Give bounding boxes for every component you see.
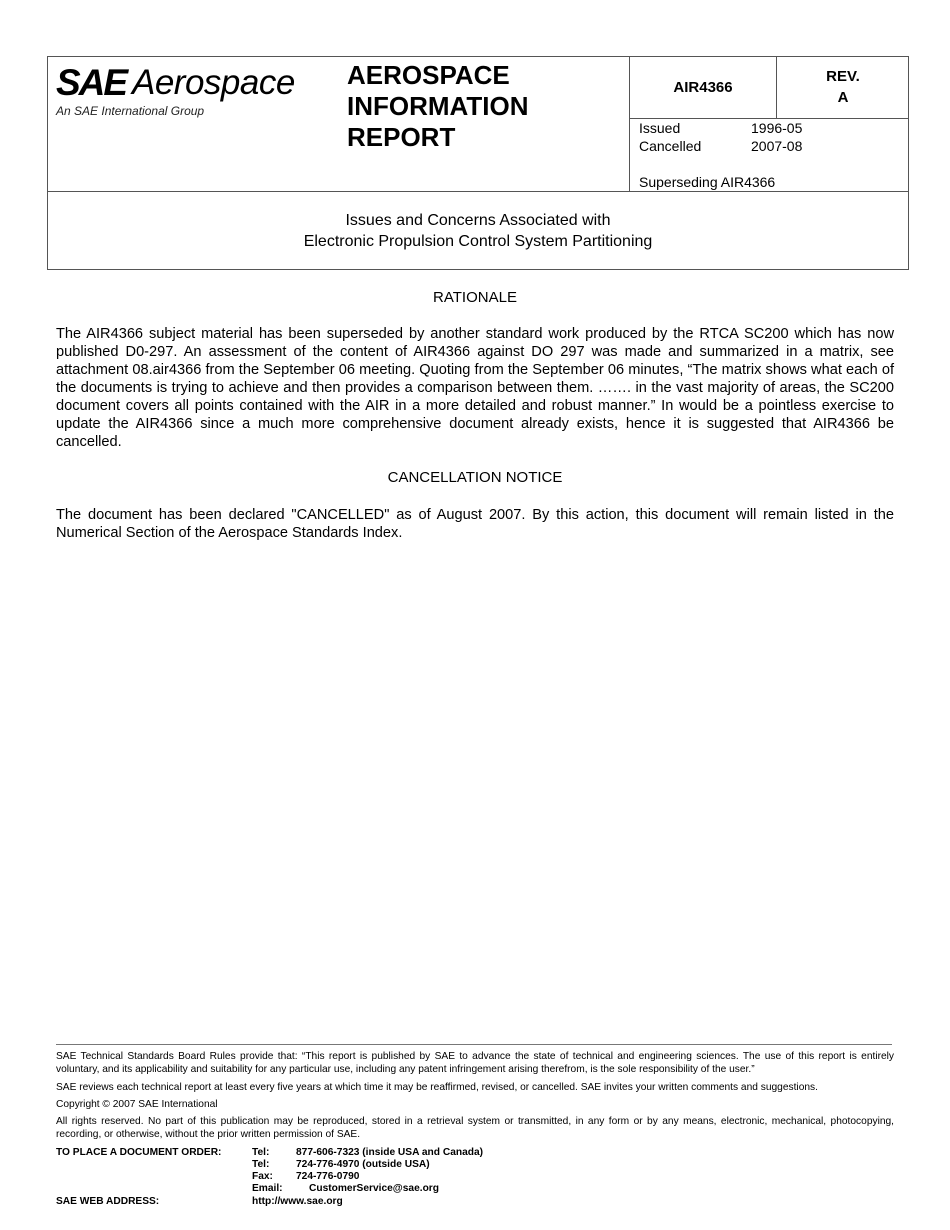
document-header (47, 56, 909, 270)
revision-cell (777, 57, 909, 119)
contact-key: Email: (252, 1183, 283, 1194)
cancellation-paragraph: The document has been declared "CANCELLED" as of August 2007. By this action, this document will remain listed in the Numerical Section of the Aerospace Standards Index. (56, 507, 894, 541)
rationale-paragraph: The AIR4366 subject material has been superseded by another standard work produced by the RTCA SC200 which has now published D0-297. An assessment of the content of AIR4366 against DO 297 was made and summarized in a matrix, see attachment 08.air4366 from the September 06 meeting. Quoting from the September 06 minutes, “The matrix shows what each of the documents is trying to achieve and then provides a comparison between them. ……. in the vast majority of areas, the SC200 document covers all points contained with the AIR in a more detailed and robust manner.” In would be a pointless exercise to update the AIR4366 since a much more comprehensive document already exists, hence it is suggested that AIR4366 be cancelled. (56, 326, 894, 450)
footer-rules-text: SAE Technical Standards Board Rules provide that: “This report is published by SAE to advance the state of technical and engineering sciences. The use of this report is entirely voluntary, and its applicability and suitability for any particular use, including any patent infringement arising therefrom, is the sole responsibility of the user.” (56, 1051, 894, 1075)
issued-label: Issued (639, 120, 681, 136)
document-title (48, 210, 908, 252)
document-info-panel (629, 57, 909, 191)
rationale-heading: RATIONALE (433, 289, 517, 306)
cancelled-value: 2007-08 (751, 138, 803, 154)
contact-key: Fax: (252, 1171, 273, 1182)
title-line: Issues and Concerns Associated with (345, 212, 611, 229)
cancelled-row (639, 137, 802, 155)
document-dates (639, 119, 802, 155)
footer-copyright: Copyright © 2007 SAE International (56, 1099, 218, 1110)
contact-key: Tel: (252, 1147, 270, 1158)
doc-type-line: INFORMATION (347, 91, 529, 121)
title-line: Electronic Propulsion Control System Partitioning (303, 233, 653, 250)
superseding-note: Superseding AIR4366 (639, 174, 776, 190)
sae-aerospace-logo (56, 62, 326, 125)
doc-type-line: REPORT (347, 122, 456, 152)
web-address-label: SAE WEB ADDRESS: (56, 1196, 160, 1207)
web-address-link[interactable]: http://www.sae.org (252, 1196, 343, 1207)
contact-phone: 724-776-4970 (outside USA) (296, 1159, 430, 1170)
logo-aerospace-text: Aerospace (132, 63, 295, 102)
document-type (347, 60, 529, 153)
revision-label: REV. (826, 68, 860, 85)
contact-key: Tel: (252, 1159, 270, 1170)
contact-fax: 724-776-0790 (296, 1171, 360, 1182)
order-label: TO PLACE A DOCUMENT ORDER: (56, 1147, 222, 1158)
header-top-row (48, 57, 908, 192)
footer-divider (56, 1044, 892, 1045)
contact-email-link[interactable]: CustomerService@sae.org (309, 1183, 439, 1194)
footer-rights-text: All rights reserved. No part of this publication may be reproduced, stored in a retrieval system or transmitted, in any form or by any means, electronic, mechanical, photocopying, recording, or otherwise, without the prior written permission of SAE. (56, 1116, 894, 1140)
logo-subtitle: An SAE International Group (56, 104, 205, 118)
logo-sae-text: SAE (56, 62, 127, 103)
document-number: AIR4366 (630, 57, 777, 119)
doc-type-line: AEROSPACE (347, 60, 510, 90)
contact-phone: 877-606-7323 (inside USA and Canada) (296, 1147, 484, 1158)
issued-row (639, 119, 802, 137)
revision-value: A (837, 89, 849, 106)
cancellation-heading: CANCELLATION NOTICE (387, 469, 563, 486)
cancelled-label: Cancelled (639, 138, 702, 154)
footer-review-text: SAE reviews each technical report at least every five years at which time it may be reaffirmed, revised, or cancelled. SAE invites your written comments and suggestions. (56, 1082, 818, 1093)
issued-value: 1996-05 (751, 120, 803, 136)
